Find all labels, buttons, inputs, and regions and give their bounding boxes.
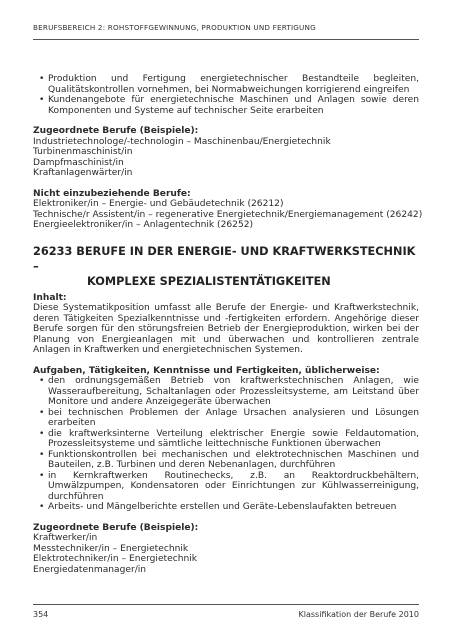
list-item: Technische/r Assistent/in – regenerative Energietechnik/Energiemanagement (26242) [33, 209, 423, 220]
list-item: Energiedatenmanager/in [33, 564, 147, 575]
footer-rule [33, 604, 419, 605]
list-item: Dampfmaschinist/in [33, 157, 124, 168]
task-bullet: • Arbeits- und Mängelberichte erstellen und Geräte-Lebenslaufakten betreuen [33, 502, 419, 513]
list-item: Kraftanlagenwärter/in [33, 168, 133, 178]
content-paragraph: Diese Systematikposition umfasst alle Berufe der Energie- und Kraftwerkstechnik, deren Tätigkeiten Spezialkenntnisse und -fertigkeiten erfordern. Angehörige dieser Berufe sorgen für den störungsfreien Betrieb der Energieproduktion, wirken bei der Planung von Energieanlagen mit und überwachen und kontrollieren zentrale Anlagen in Kraftwerken und energietechnischen Systemen. [33, 303, 419, 355]
task-bullet: • Funktionskontrollen bei mechanischen und elektrotechnischen Maschinen und Bauteilen, z.B. Turbinen und deren Nebenanlagen, durchführen [33, 450, 419, 471]
list-item: Turbinenmaschinist/in [33, 147, 133, 157]
assigned-professions-list [33, 533, 419, 575]
list-item: Kraftwerker/in [33, 533, 98, 543]
publication-title: Klassifikation der Berufe 2010 [298, 610, 419, 619]
assigned-professions-list [33, 137, 419, 179]
list-item: Elektrotechniker/in – Energietechnik [33, 554, 198, 564]
section-title [33, 244, 419, 289]
list-item: Industrietechnologe/-technologin – Maschinenbau/Energietechnik [33, 136, 331, 147]
task-bullet: • den ordnungsgemäßen Betrieb von kraftwerkstechnischen Anlagen, wie Wasseraufbereitung, Schaltanlagen oder Prozessleitsysteme, am Leitstand über Monitore und andere Anzeigegeräte überwachen [33, 376, 419, 408]
task-bullet: • bei technischen Problemen der Anlage Ursachen analysieren und Lösungen erarbeiten [33, 408, 419, 429]
tasks-heading: Aufgaben, Tätigkeiten, Kenntnisse und Fertigkeiten, üblicherweise: [33, 365, 380, 376]
assigned-professions-heading: Zugeordnete Berufe (Beispiele): [33, 522, 199, 533]
list-item: Messtechniker/in – Energietechnik [33, 543, 189, 554]
content-heading: Inhalt: [33, 292, 67, 303]
excluded-professions-list [33, 199, 423, 231]
running-head: BERUFSBEREICH 2: ROHSTOFFGEWINNUNG, PRODUKTION UND FERTIGUNG [33, 23, 316, 32]
header-rule [33, 39, 419, 40]
list-item: Elektroniker/in – Energie- und Gebäudetechnik (26212) [33, 199, 284, 209]
intro-bullet: • Produktion und Fertigung energietechnischer Bestandteile begleiten, Qualitätskontrollen vornehmen, bei Normabweichungen korrigierend eingreifen [33, 74, 419, 95]
section-title-line2: KOMPLEXE SPEZIALISTENTÄTIGKEITEN [87, 274, 331, 288]
intro-bullet: • Kundenangebote für energietechnische Maschinen und Anlagen sowie deren Komponenten und Systeme auf technischer Seite erarbeiten [33, 95, 419, 116]
task-bullet: • in Kernkraftwerken Routinechecks, z.B. an Reaktordruckbehältern, Umwälzpumpen, Kondensatoren oder Einrichtungen zur Kühlwasserreinigung, durchführen [33, 471, 419, 503]
excluded-professions-heading: Nicht einzubeziehende Berufe: [33, 188, 191, 199]
list-item: Energieelektroniker/in – Anlagentechnik (26252) [33, 220, 254, 230]
page-number: 354 [33, 610, 49, 619]
section-title-line1: 26233 BERUFE IN DER ENERGIE- UND KRAFTWERKSTECHNIK – [33, 244, 416, 273]
assigned-professions-heading: Zugeordnete Berufe (Beispiele): [33, 126, 199, 136]
page-body [33, 74, 423, 575]
task-bullet: • die kraftwerksinterne Verteilung elektrischer Energie sowie Feldautomation, Prozessleitsysteme und sämtliche leittechnische Funktionen überwachen [33, 429, 419, 450]
